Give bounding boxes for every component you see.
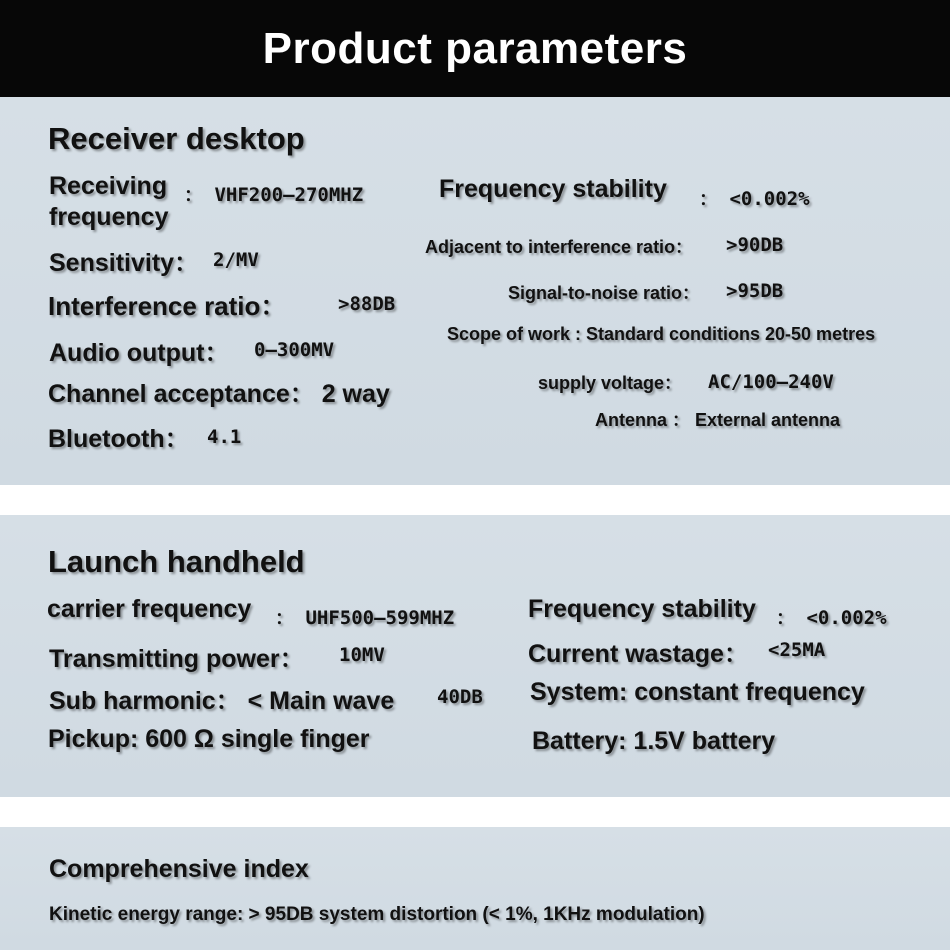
channel-acceptance: Channel acceptance： 2 way [48, 380, 390, 408]
frequency-stability-label: Frequency stability [439, 175, 667, 203]
frequency-stability-value: ： <0.002% [699, 188, 810, 210]
receiving-frequency-value: ： VHF200–270MHZ [184, 184, 364, 206]
page-header [0, 0, 950, 97]
bluetooth-value: 4.1 [207, 426, 242, 448]
supply-voltage-label: supply voltage： [538, 373, 683, 393]
snr-label: Signal-to-noise ratio： [508, 283, 701, 303]
bluetooth-label: Bluetooth： [48, 425, 190, 453]
index-panel [0, 827, 950, 950]
launch-frequency-stability-value: ： <0.002% [776, 607, 887, 629]
index-title: Comprehensive index [49, 855, 309, 883]
sub-harmonic-value: 40DB [437, 686, 483, 708]
scope-of-work: Scope of work : Standard conditions 20-50 metres [447, 324, 876, 344]
index-line: Kinetic energy range: > 95DB system distortion (< 1%, 1KHz modulation) [49, 904, 705, 925]
battery: Battery: 1.5V battery [532, 727, 776, 755]
receiving-frequency-label: Receiving [49, 172, 168, 200]
receiving-frequency-label-2: frequency [49, 203, 169, 231]
system: System: constant frequency [530, 678, 865, 706]
launch-title: Launch handheld [48, 544, 305, 579]
launch-panel [0, 515, 950, 797]
carrier-frequency-label: carrier frequency [47, 595, 252, 623]
adjacent-interference-label: Adjacent to interference ratio： [425, 237, 694, 257]
carrier-frequency-value: ： UHF500–599MHZ [275, 607, 455, 629]
interference-ratio-label: Interference ratio： [48, 291, 287, 321]
transmitting-power-value: 10MV [339, 644, 385, 666]
sub-harmonic-label: Sub harmonic： < Main wave [49, 687, 395, 715]
supply-voltage-value: AC/100–240V [708, 371, 834, 393]
launch-frequency-stability-label: Frequency stability [528, 595, 756, 623]
adjacent-interference-value: >90DB [726, 234, 784, 256]
snr-value: >95DB [726, 280, 784, 302]
pickup: Pickup: 600 Ω single finger [48, 725, 370, 753]
current-wastage-label: Current wastage： [528, 640, 749, 668]
receiver-title: Receiver desktop [48, 121, 305, 156]
current-wastage-value: <25MA [768, 639, 826, 661]
interference-ratio-value: >88DB [338, 293, 396, 315]
antenna: Antenna ： External antenna [595, 410, 841, 430]
transmitting-power-label: Transmitting power： [49, 645, 305, 673]
audio-output-label: Audio output： [49, 339, 230, 367]
page-title: Product parameters [262, 23, 688, 73]
sensitivity-value: 2/MV [213, 249, 259, 271]
receiver-panel [0, 97, 950, 485]
sensitivity-label: Sensitivity： [49, 249, 200, 277]
audio-output-value: 0–300MV [254, 339, 335, 361]
